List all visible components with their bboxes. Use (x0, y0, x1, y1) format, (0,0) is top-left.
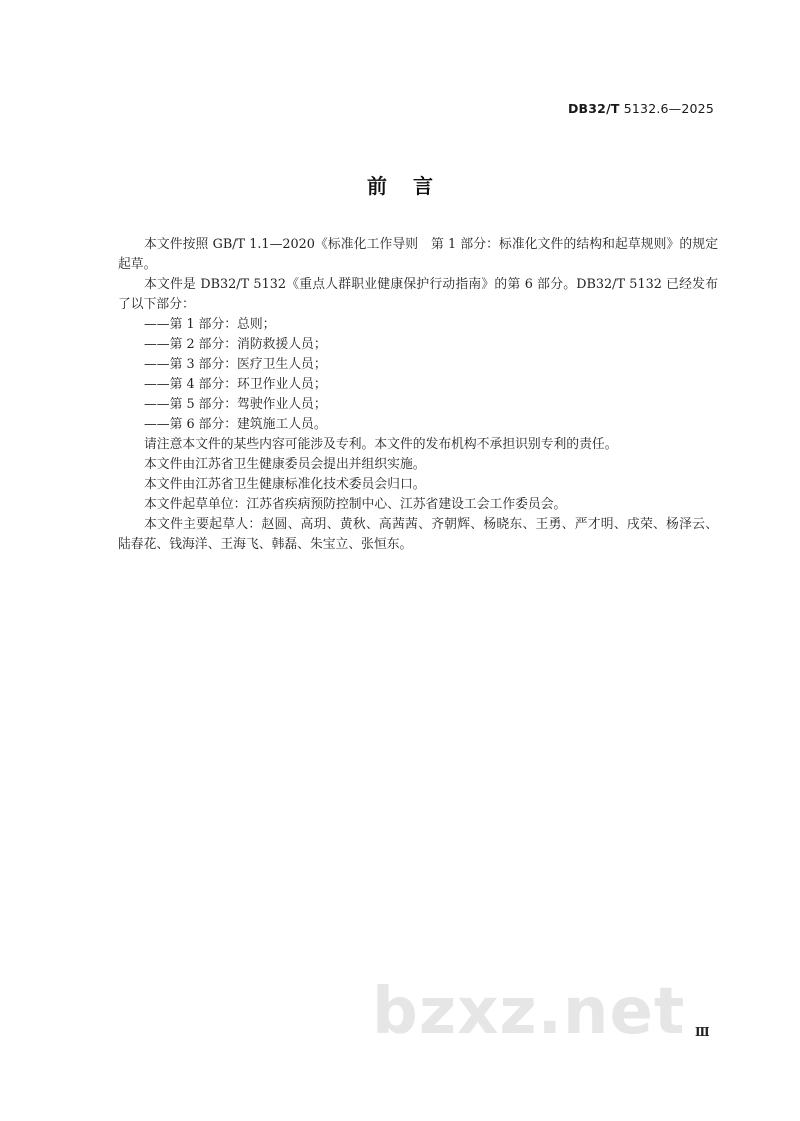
list-item-part-5: ——第 5 部分：驾驶作业人员； (144, 397, 327, 412)
paragraph-responsible-committee: 本文件由江苏省卫生健康标准化技术委员会归口。 (144, 477, 426, 492)
list-item-part-1: ——第 1 部分：总则； (144, 317, 276, 332)
page-number: Ⅲ (695, 1025, 710, 1039)
paragraph-patent-notice: 请注意本文件的某些内容可能涉及专利。本文件的发布机构不承担识别专利的责任。 (144, 437, 618, 452)
foreword-body (118, 235, 718, 555)
paragraph-series-intro: 本文件是 DB32/T 5132《重点人群职业健康保护行动指南》的第 6 部分。DB32/T 5132 已经发布了以下部分： (118, 277, 718, 312)
paragraph-drafters: 本文件主要起草人：赵圆、高玥、黄秋、高茜茜、齐朝辉、杨晓东、王勇、严才明、戌荣、杨泽云、陆春花、钱海洋、王海飞、韩磊、朱宝立、张恒东。 (118, 517, 718, 552)
watermark: bzxz.net (372, 975, 686, 1049)
list-item-part-3: ——第 3 部分：医疗卫生人员； (144, 357, 327, 372)
standard-code (568, 101, 714, 116)
list-item-part-4: ——第 4 部分：环卫作业人员； (144, 377, 327, 392)
paragraph-drafting-units: 本文件起草单位：江苏省疾病预防控制中心、江苏省建设工会工作委员会。 (144, 497, 567, 512)
paragraph-proposer: 本文件由江苏省卫生健康委员会提出并组织实施。 (144, 457, 426, 472)
list-item-part-6: ——第 6 部分：建筑施工人员。 (144, 417, 327, 432)
list-item-part-2: ——第 2 部分：消防救援人员； (144, 337, 327, 352)
standard-code-prefix: DB32/T (567, 101, 620, 116)
standard-code-number: 5132.6—2025 (619, 101, 714, 116)
page-title: 前言 (367, 174, 459, 198)
paragraph-drafting-basis: 本文件按照 GB/T 1.1—2020《标准化工作导则 第 1 部分：标准化文件的结构和起草规则》的规定起草。 (118, 237, 718, 272)
